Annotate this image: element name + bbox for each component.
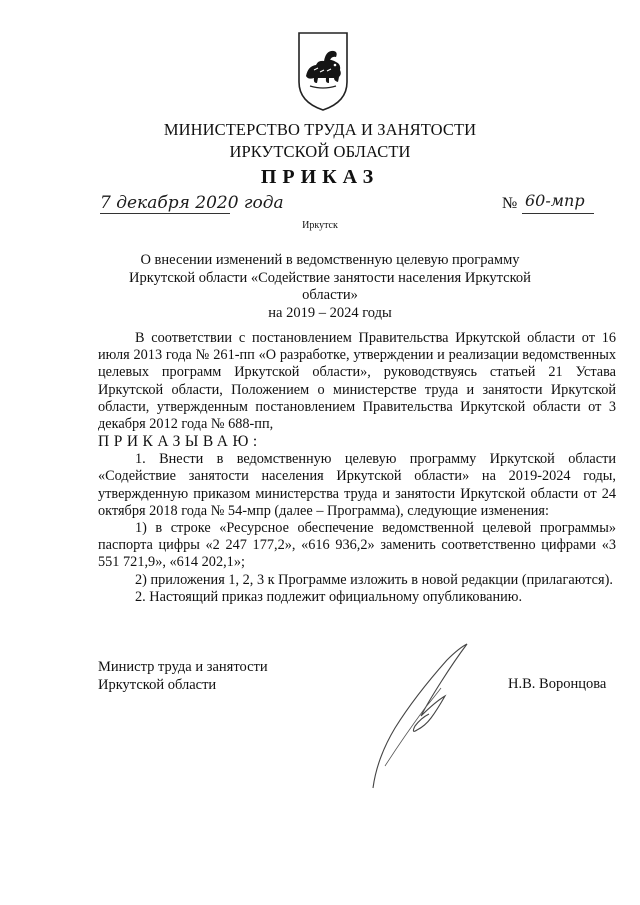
preamble-paragraph: В соответствии с постановлением Правительства Иркутской области от 16 июля 2013 года № 261-пп «О разработке, утверждении и реализации ведомственных целевых программ Иркутской области», руководствуясь статьей 21 Устава Иркутской области, Положением о министерстве труда и занятости Иркутской области, утвержденным постановлением Правительства Иркутской области от 3 декабря 2012 года № 688-пп, [98,330,616,433]
signatory-position-line-2: Иркутской области [98,677,217,693]
signatory-position-line-1: Министр труда и занятости [98,659,268,675]
item-1-2-paragraph: 2) приложения 1, 2, 3 к Программе изложить в новой редакции (прилагаются). [135,571,613,588]
handwritten-signature [355,638,485,798]
order-title-line-1: О внесении изменений в ведомственную целевую программу [140,252,520,268]
number-label: № [502,195,518,212]
order-title-line-2: Иркутской области «Содействие занятости населения Иркутской области» [129,269,531,303]
handwritten-number: 60-мпр [525,191,585,210]
item-1-1-paragraph: 1) в строке «Ресурсное обеспечение ведомственной целевой программы» паспорта цифры «2 247 177,2», «616 936,2» заменить соответственно цифрами «3 551 721,9», «614 202,1»; [98,520,616,571]
ministry-line-1: МИНИСТЕРСТВО ТРУДА И ЗАНЯТОСТИ [163,120,477,139]
city-name: Иркутск [302,220,338,231]
number-underline [522,213,594,214]
order-body [98,330,616,606]
signatory-name: Н.В. Воронцова [508,676,607,692]
order-title-line-3: на 2019 – 2024 годы [268,304,392,321]
document-type-title: ПРИКАЗ [260,166,380,188]
date-underline [100,213,230,214]
signatory-position [98,658,268,694]
ministry-name [0,119,640,163]
prikazyvayu-heading: ПРИКАЗЫВАЮ: [98,433,262,451]
handwritten-date: 7 декабря 2020 года [100,193,284,213]
item-1-paragraph: 1. Внести в ведомственную целевую программу Иркутской области «Содействие занятости населения Иркутской области» на 2019-2024 годы, утвержденную приказом министерства труда и занятости Иркутской области от 24 октября 2018 года № 54-мпр (далее – Программа), следующие изменения: [98,451,616,519]
order-title [100,252,560,322]
coat-of-arms-emblem [296,30,350,112]
item-2-paragraph: 2. Настоящий приказ подлежит официальному опубликованию. [135,588,523,605]
ministry-line-2: ИРКУТСКОЙ ОБЛАСТИ [229,142,411,161]
